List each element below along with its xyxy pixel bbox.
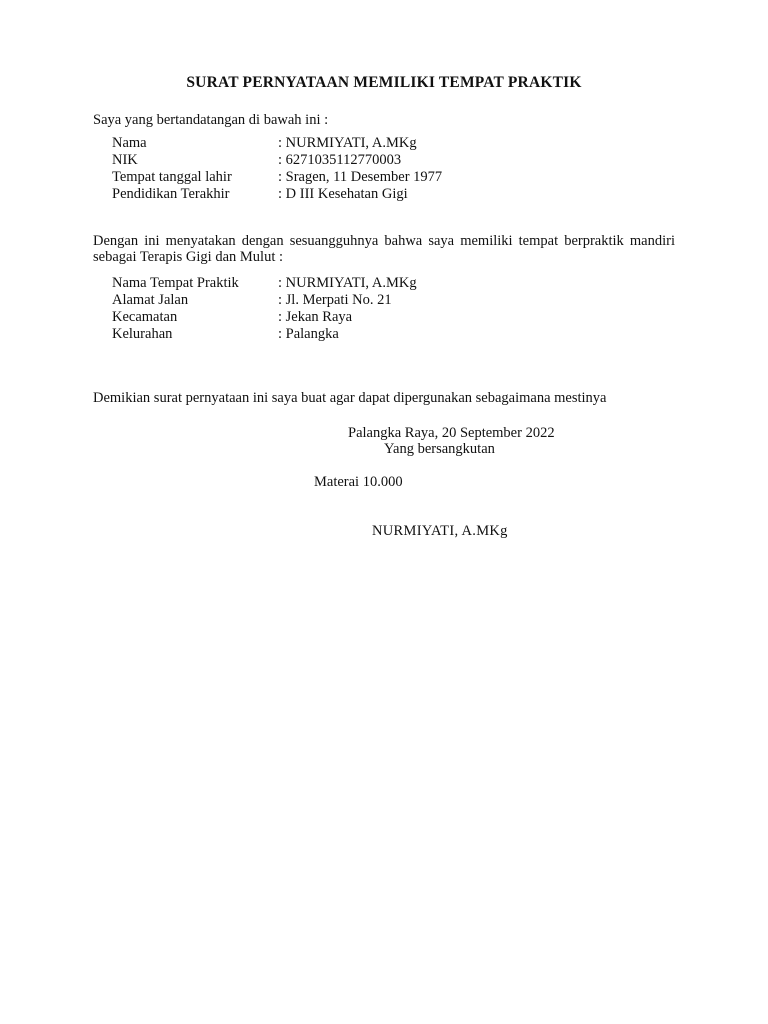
field-label: Kelurahan <box>112 326 173 342</box>
field-value: : 6271035112770003 <box>278 152 402 168</box>
field-label: Nama Tempat Praktik <box>112 275 239 291</box>
field-value: : Jekan Raya <box>278 309 353 325</box>
field-value: : Sragen, 11 Desember 1977 <box>278 169 443 185</box>
field-label: NIK <box>112 152 138 168</box>
signer-name: NURMIYATI, A.MKg <box>372 523 508 539</box>
intro-text: Saya yang bertandatangan di bawah ini : <box>93 112 329 128</box>
field-value: : Jl. Merpati No. 21 <box>278 292 392 308</box>
document-title: SURAT PERNYATAAN MEMILIKI TEMPAT PRAKTIK <box>186 74 582 91</box>
field-value: : NURMIYATI, A.MKg <box>278 275 417 291</box>
field-label: Kecamatan <box>112 309 178 325</box>
field-label: Tempat tanggal lahir <box>112 169 232 185</box>
field-label: Alamat Jalan <box>112 292 189 308</box>
field-label: Nama <box>112 135 147 151</box>
statement-paragraph: Dengan ini menyatakan dengan sesuangguhnya bahwa saya memiliki tempat berpraktik mandiri sebagai Terapis Gigi dan Mulut : <box>93 233 675 265</box>
field-value: : Palangka <box>278 326 339 342</box>
closing-text: Demikian surat pernyataan ini saya buat agar dapat dipergunakan sebagaimana mestinya <box>93 390 607 406</box>
stamp-note: Materai 10.000 <box>314 474 403 490</box>
place-date: Palangka Raya, 20 September 2022 <box>348 425 555 441</box>
field-label: Pendidikan Terakhir <box>112 186 230 202</box>
signer-caption: Yang bersangkutan <box>384 441 495 457</box>
field-value: : NURMIYATI, A.MKg <box>278 135 417 151</box>
field-value: : D III Kesehatan Gigi <box>278 186 408 202</box>
